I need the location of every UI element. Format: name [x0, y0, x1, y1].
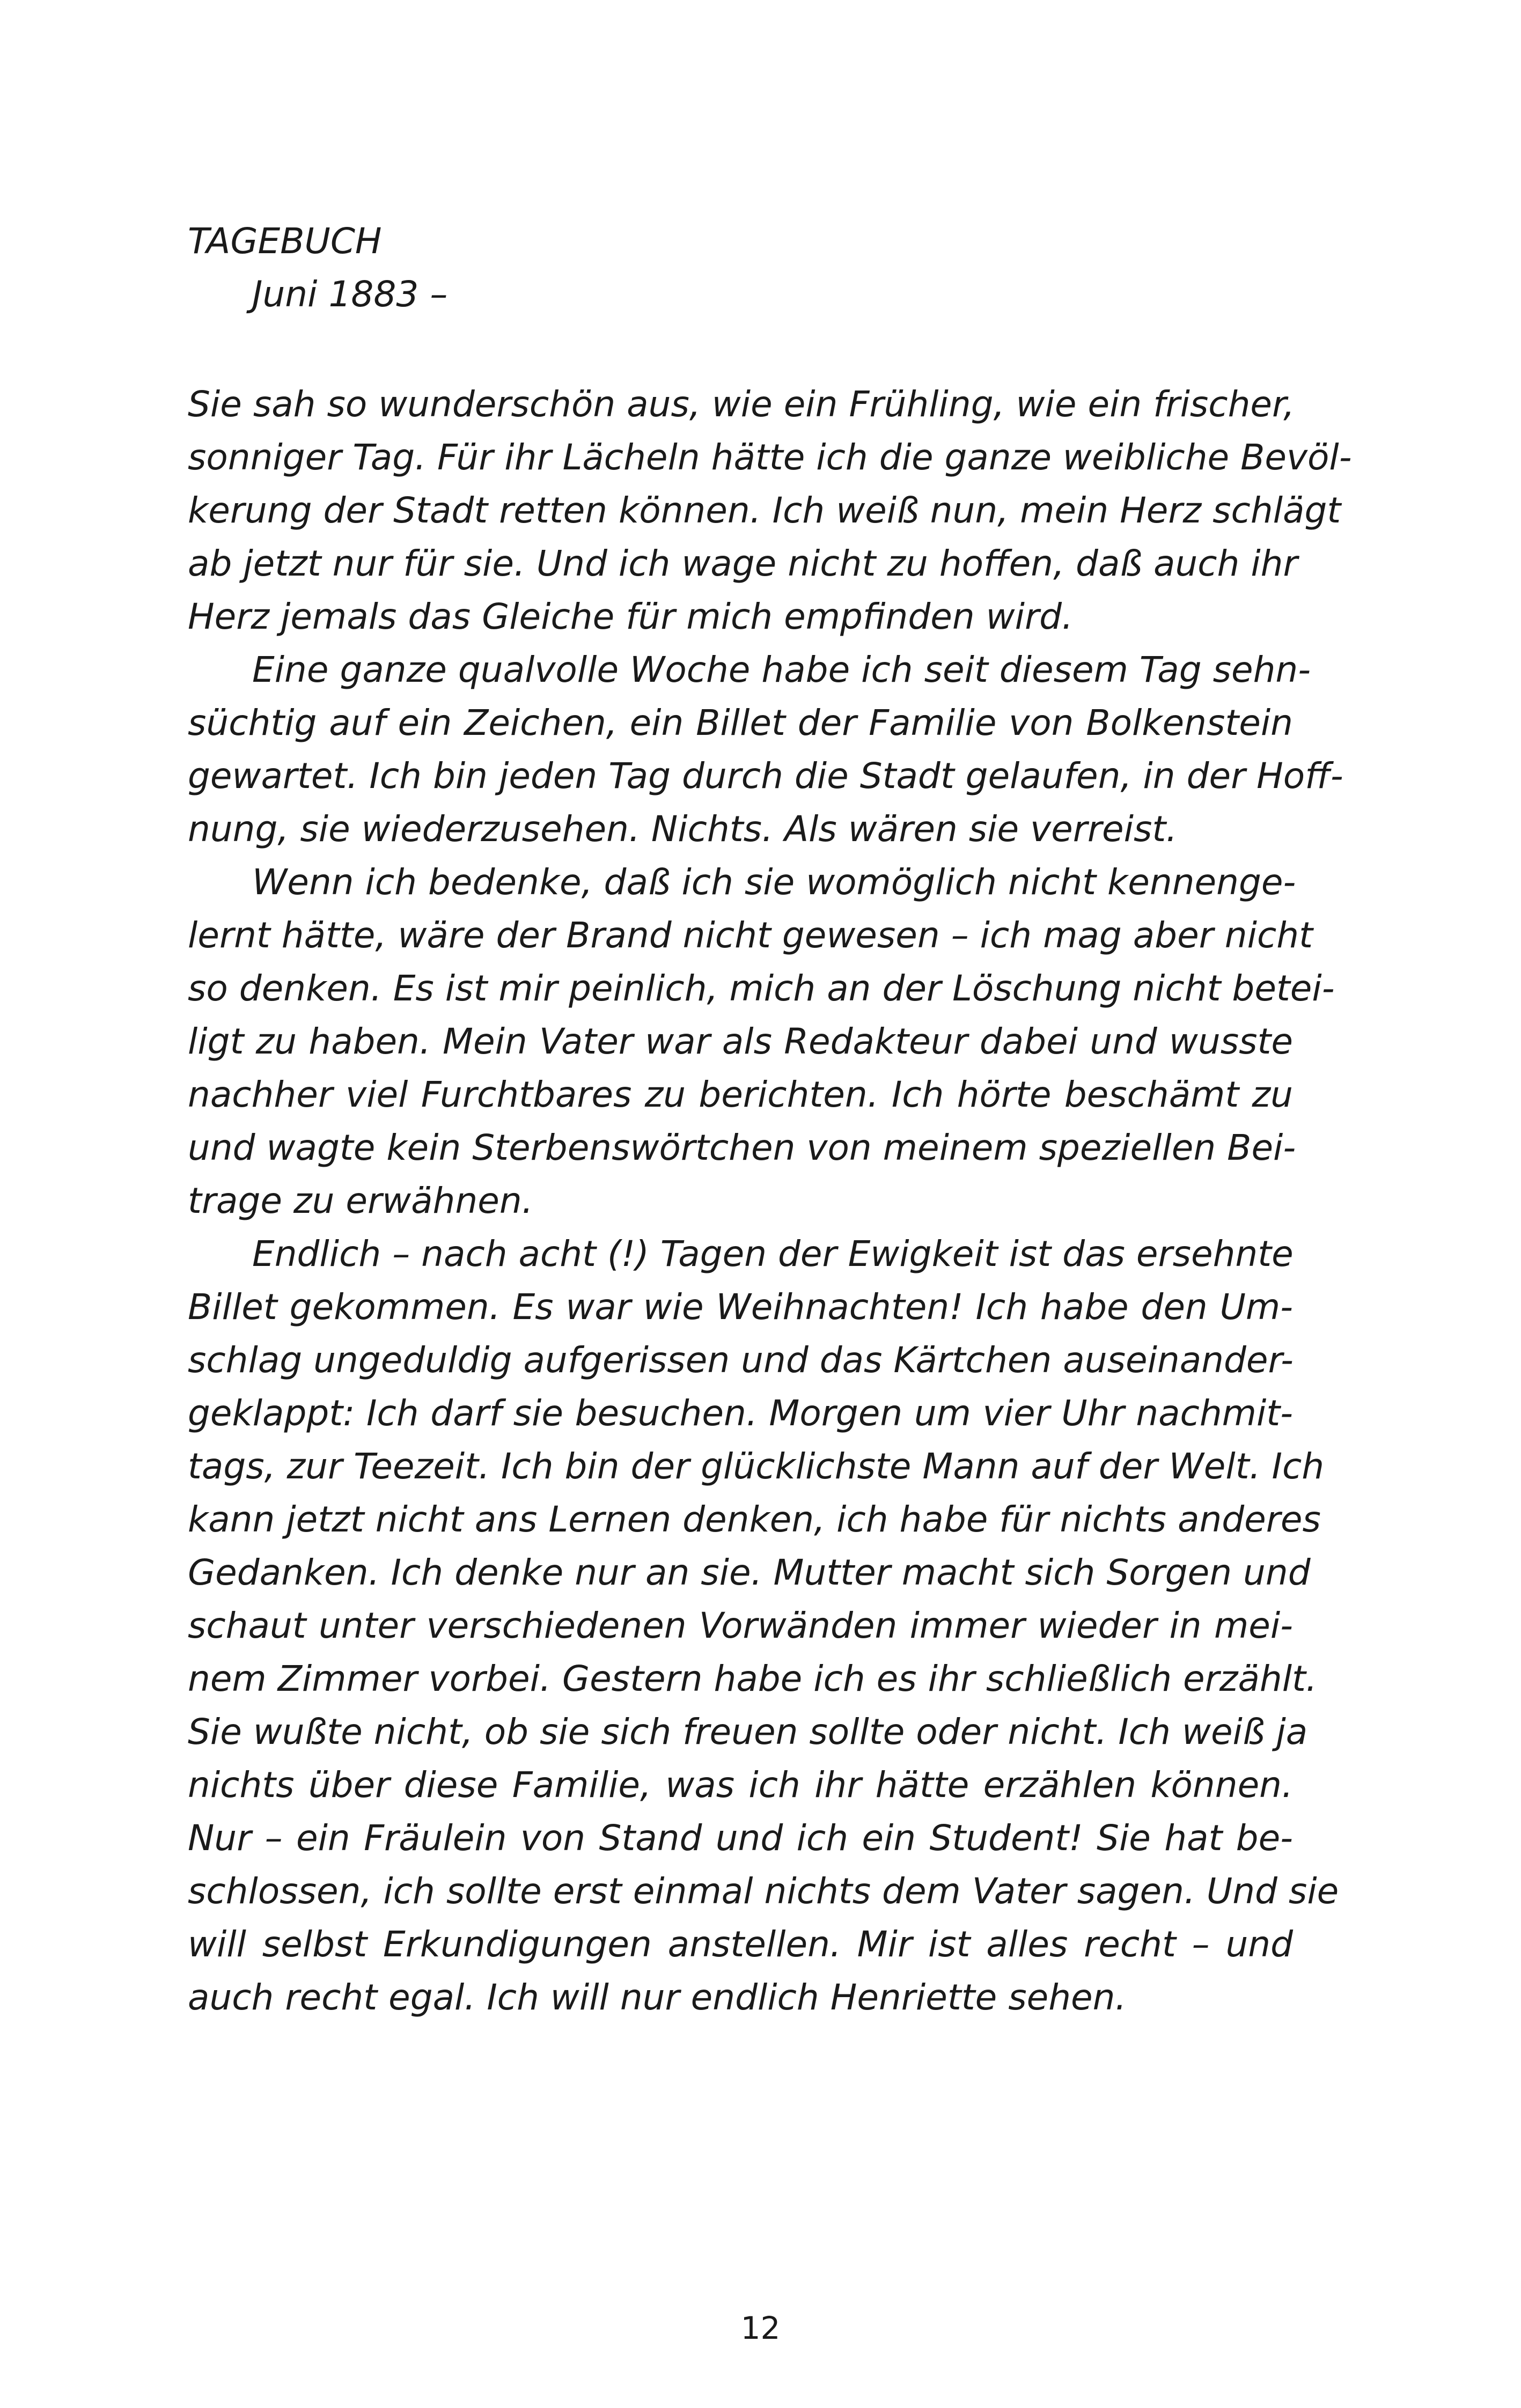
- text-line: trage zu erwähnen.: [188, 1180, 533, 1221]
- text-line: sonniger Tag. Für ihr Lächeln hätte ich die ganze weibliche Bevöl-: [188, 437, 1352, 478]
- text-line: Endlich – nach acht (!) Tagen der Ewigkeit ist das ersehnte: [252, 1233, 1294, 1275]
- diary-header: [188, 215, 1293, 321]
- text-line: schaut unter verschiedenen Vorwänden immer wieder in mei-: [188, 1605, 1293, 1646]
- text-line: auch recht egal. Ich will nur endlich Henriette sehen.: [188, 1977, 1127, 2018]
- text-line: geklappt: Ich darf sie besuchen. Morgen um vier Uhr nachmit-: [188, 1393, 1293, 1434]
- text-line: Wenn ich bedenke, daß ich sie womöglich nicht kennenge-: [252, 861, 1296, 903]
- text-line: nichts über diese Familie, was ich ihr hätte erzählen können.: [188, 1764, 1293, 1806]
- text-line: Nur – ein Fräulein von Stand und ich ein Student! Sie hat be-: [188, 1817, 1293, 1859]
- text-line: schlossen, ich sollte erst einmal nichts dem Vater sagen. Und sie: [188, 1871, 1339, 1912]
- text-line: gewartet. Ich bin jeden Tag durch die Stadt gelaufen, in der Hoff-: [188, 755, 1343, 797]
- text-line: nung, sie wiederzusehen. Nichts. Als wären sie verreist.: [188, 808, 1178, 850]
- text-line: ab jetzt nur für sie. Und ich wage nicht zu hoffen, daß auch ihr: [188, 543, 1298, 584]
- text-line: kerung der Stadt retten können. Ich weiß nun, mein Herz schlägt: [188, 490, 1341, 531]
- diary-title: TAGEBUCH: [188, 220, 382, 262]
- text-line: schlag ungeduldig aufgerissen und das Kärtchen auseinander-: [188, 1339, 1294, 1381]
- diary-body: [188, 378, 1352, 2024]
- text-line: Eine ganze qualvolle Woche habe ich seit diesem Tag sehn-: [252, 649, 1311, 690]
- text-line: und wagte kein Sterbenswörtchen von meinem speziellen Bei-: [188, 1127, 1296, 1168]
- text-line: Gedanken. Ich denke nur an sie. Mutter macht sich Sorgen und: [188, 1552, 1311, 1593]
- text-line: Billet gekommen. Es war wie Weihnachten! Ich habe den Um-: [188, 1286, 1293, 1328]
- text-line: Sie sah so wunderschön aus, wie ein Frühling, wie ein frischer,: [188, 384, 1295, 425]
- page-number: 12: [740, 2310, 781, 2346]
- diary-date: Juni 1883 –: [252, 274, 448, 315]
- text-line: nachher viel Furchtbares zu berichten. Ich hörte beschämt zu: [188, 1074, 1293, 1115]
- text-line: will selbst Erkundigungen anstellen. Mir ist alles recht – und: [188, 1924, 1293, 1965]
- text-line: tags, zur Teezeit. Ich bin der glücklichste Mann auf der Welt. Ich: [188, 1446, 1325, 1487]
- text-line: so denken. Es ist mir peinlich, mich an der Löschung nicht betei-: [188, 968, 1335, 1009]
- text-line: lernt hätte, wäre der Brand nicht gewesen – ich mag aber nicht: [188, 915, 1313, 956]
- text-line: kann jetzt nicht ans Lernen denken, ich habe für nichts anderes: [188, 1499, 1321, 1540]
- text-line: Herz jemals das Gleiche für mich empfinden wird.: [188, 596, 1073, 637]
- text-line: nem Zimmer vorbei. Gestern habe ich es ihr schließlich erzählt.: [188, 1658, 1317, 1699]
- text-line: süchtig auf ein Zeichen, ein Billet der Familie von Bolkenstein: [188, 702, 1293, 743]
- text-line: ligt zu haben. Mein Vater war als Redakteur dabei und wusste: [188, 1021, 1293, 1062]
- text-line: Sie wußte nicht, ob sie sich freuen sollte oder nicht. Ich weiß ja: [188, 1711, 1308, 1752]
